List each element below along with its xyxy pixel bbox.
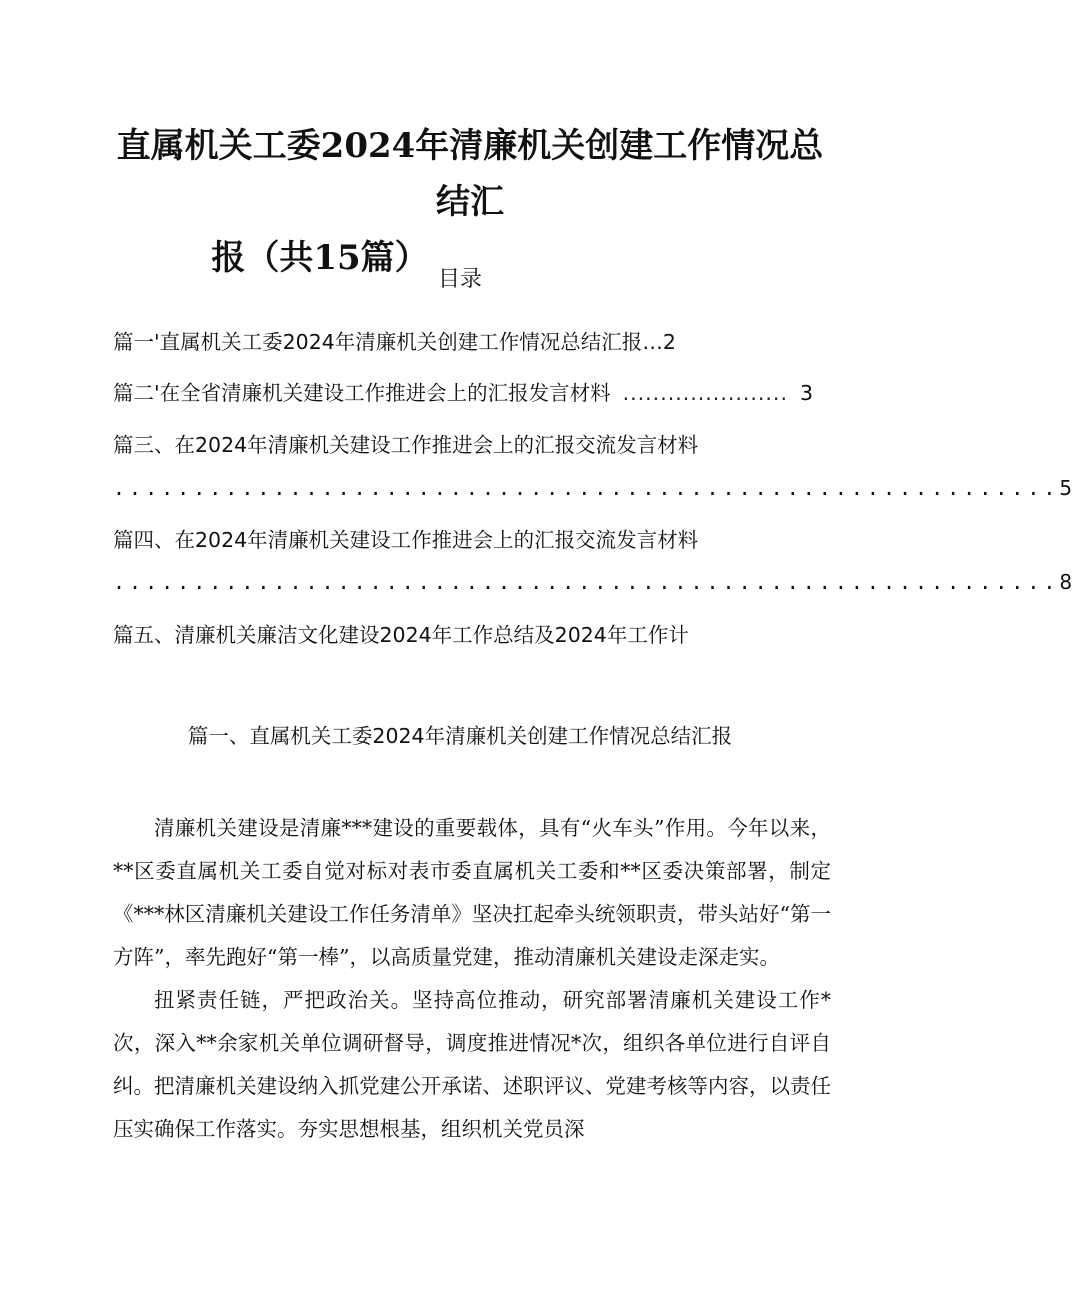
toc-entry-leader: ........................................................... bbox=[113, 476, 1060, 500]
toc-entry[interactable] bbox=[113, 376, 813, 406]
toc-entry-page: 5 bbox=[1059, 476, 1072, 500]
toc-entry-page: 2 bbox=[662, 330, 676, 354]
title-line-2: 报（共15篇） bbox=[211, 238, 429, 278]
section-body bbox=[113, 807, 831, 1151]
toc-entry-leader-row[interactable] bbox=[113, 476, 1072, 500]
toc-entry-label: 篇五、清廉机关廉洁文化建设2024年工作总结及2024年工作计 bbox=[113, 623, 689, 647]
toc-entry[interactable] bbox=[113, 428, 823, 458]
title-line-1: 直属机关工委2024年清廉机关创建工作情况总结汇 bbox=[116, 126, 824, 222]
section-heading: 篇一、直属机关工委2024年清廉机关创建工作情况总结汇报 bbox=[187, 724, 733, 748]
toc-entry-page: 3 bbox=[799, 381, 813, 405]
document-title bbox=[100, 118, 840, 286]
body-paragraph: 扭紧责任链，严把政治关。坚持高位推动，研究部署清廉机关建设工作*次，深入**余家机关单位调研督导，调度推进情况*次，组织各单位进行自评自纠。把清廉机关建设纳入抓党建公开承诺、述职评议、党建考核等内容，以责任压实确保工作落实。夯实思想根基，组织机关党员深 bbox=[113, 988, 831, 1141]
toc-entry[interactable] bbox=[113, 523, 823, 553]
toc-entry-leader: … bbox=[642, 330, 663, 354]
toc-entry-leader: ........................................................... bbox=[113, 570, 1060, 594]
toc-entry-leader: ...................... bbox=[622, 381, 788, 405]
toc-entry-label: 篇四、在2024年清廉机关建设工作推进会上的汇报交流发言材料 bbox=[113, 528, 699, 552]
toc-entry-label: 篇二'在全省清廉机关建设工作推进会上的汇报发言材料 bbox=[113, 381, 611, 405]
toc-entry-page: 8 bbox=[1059, 570, 1072, 594]
body-paragraph: 清廉机关建设是清廉***建设的重要载体，具有“火车头”作用。今年以来，**区委直属机关工委自觉对标对表市委直属机关工委和**区委决策部署，制定《***林区清廉机关建设工作任务清单》坚决扛起牵头统领职责，带头站好“第一方阵”，率先跑好“第一棒”，以高质量党建，推动清廉机关建设走深走实。 bbox=[113, 816, 831, 969]
toc-entry-label: 篇一'直属机关工委2024年清廉机关创建工作情况总结汇报 bbox=[113, 330, 643, 354]
toc-heading: 目录 bbox=[437, 267, 482, 292]
toc-entry[interactable] bbox=[113, 325, 733, 355]
toc-entry[interactable] bbox=[113, 618, 823, 648]
toc-entry-leader-row[interactable] bbox=[113, 570, 1072, 594]
toc-entry-label: 篇三、在2024年清廉机关建设工作推进会上的汇报交流发言材料 bbox=[113, 433, 699, 457]
